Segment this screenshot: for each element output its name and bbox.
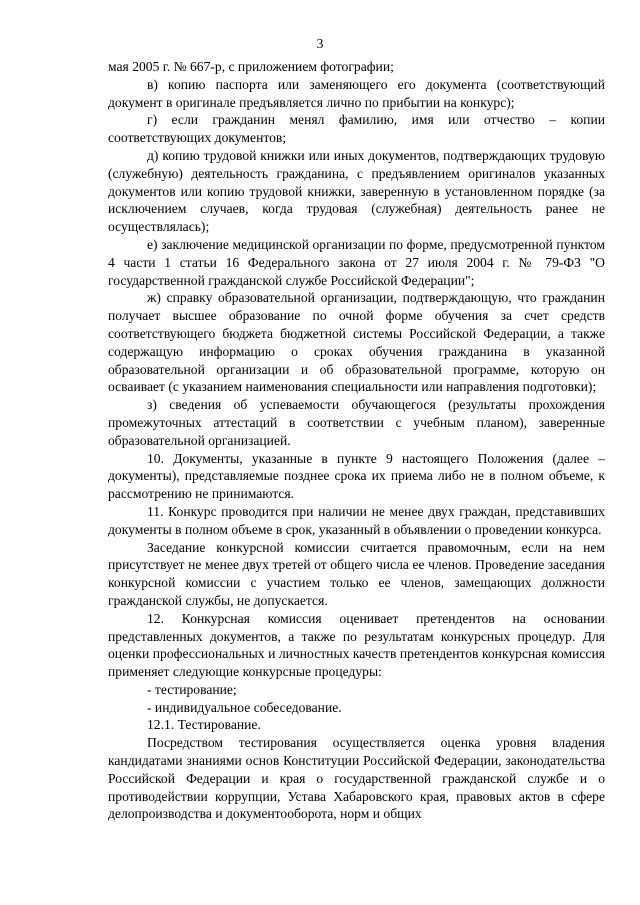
paragraph: Посредством тестирования осуществляется оценка уровня владения кандидатами знаниями основ Конституции Российской Федерации, законодательства Российской Федерации и края о государственной гражданской службе и о противодействии коррупции, Устава Хабаровского края, правовых актов в сфере делопроизводства и документооборота, норм и общих xyxy=(108,735,605,822)
paragraph: д) копию трудовой книжки или иных документов, подтверждающих трудовую (служебную) деятельность гражданина, с предъявлением оригиналов указанных документов или копию трудовой книжки, заверенную в установленном порядке (за исключением случаев, когда трудовая (служебная) деятельность ранее не осуществлялась); xyxy=(108,147,605,235)
paragraph: е) заключение медицинской организации по форме, предусмотренной пунктом 4 части 1 статьи 16 Федерального закона от 27 июля 2004 г. № 79-ФЗ "О государственной гражданской службе Российской Федерации"; xyxy=(108,236,605,288)
paragraph: 12. Конкурсная комиссия оценивает претендентов на основании представленных документов, а также по результатам конкурсных процедур. Для оценки профессиональных и личностных качеств претендентов конкурсная комиссия применяет следующие конкурсные процедуры: xyxy=(108,610,605,680)
paragraph: 11. Конкурс проводится при наличии не менее двух граждан, представивших документы в полном объеме в срок, указанный в объявлении о проведении конкурса. xyxy=(108,503,605,537)
paragraph: - индивидуальное собеседование. xyxy=(147,699,342,715)
paragraph: мая 2005 г. № 667-р, с приложением фотографии; xyxy=(108,59,394,74)
paragraph: - тестирование; xyxy=(147,681,237,697)
document-body xyxy=(108,58,605,823)
paragraph: з) сведения об успеваемости обучающегося (результаты прохождения промежуточных аттестаций в соответствии с учебным планом), заверенные образовательной организацией. xyxy=(108,397,605,448)
paragraph: 10. Документы, указанные в пункте 9 настоящего Положения (далее – документы), представляемые позднее срока их приема либо не в полном объеме, к рассмотрению не принимаются. xyxy=(108,450,605,502)
paragraph: в) копию паспорта или заменяющего его документа (соответствующий документ в оригинале предъявляется лично по прибытии на конкурс); xyxy=(108,76,605,110)
paragraph: ж) справку образовательной организации, подтверждающую, что гражданин получает высшее образование по очной форме обучения за счет средств соответствующего бюджета бюджетной системы Российской Федерации, а также содержащую информацию о сроках обучения гражданина в указанной образовательной организации и об образовательной программе, которую он осваивает (с указанием наименования специальности или направления подготовки); xyxy=(108,290,605,395)
paragraph: г) если гражданин менял фамилию, имя или отчество – копии соответствующих документов; xyxy=(108,112,605,146)
page-number: 3 xyxy=(316,36,324,51)
paragraph: Заседание конкурсной комиссии считается правомочным, если на нем присутствует не менее двух третей от общего числа ее членов. Проведение заседания конкурсной комиссии с участием только ее членов, замещающих должности гражданской службы, не допускается. xyxy=(108,539,605,608)
paragraph: 12.1. Тестирование. xyxy=(147,717,261,733)
